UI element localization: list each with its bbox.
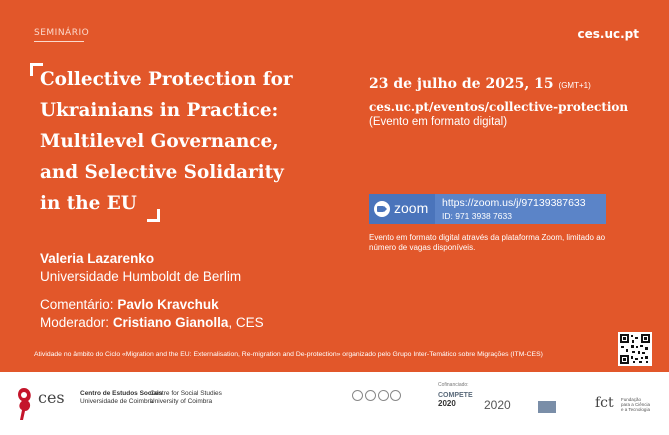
date-text: 23 de julho de 2025, 15 (369, 76, 554, 92)
zoom-link[interactable]: https://zoom.us/j/97139387633 (442, 197, 586, 209)
zoom-logo (369, 194, 435, 224)
cycle-footnote: Atividade no âmbito do Ciclo «Migration and the EU: Externalisation, Re-migration and De-protection» organizado pelo Grupo Inter-Temático sobre Migrações (ITM-CES) (34, 351, 543, 358)
fct-logo: fct (595, 395, 614, 411)
speaker-name: Valeria Lazarenko (40, 251, 155, 266)
compete-text: COMPETE (438, 392, 473, 399)
fct-name: Fundação para a Ciência e a Tecnologia (621, 397, 651, 412)
event-format-note: (Evento em formato digital) (369, 116, 508, 128)
category-label: SEMINÁRIO (34, 28, 90, 38)
org-en-line1: Centre for Social Studies (150, 390, 222, 397)
qr-code-icon[interactable] (618, 332, 652, 366)
roles-block (40, 296, 264, 332)
ces-logo-text: ces (38, 388, 65, 407)
category-underline (34, 41, 84, 42)
moderator-name: Cristiano Gianolla (112, 315, 229, 330)
event-title (40, 64, 340, 219)
org-en-line2: University of Coimbra (150, 398, 213, 405)
timezone: (GMT+1) (558, 81, 591, 90)
org-pt-line1: Centro de Estudos Sociais (80, 390, 163, 397)
footer-logos (0, 372, 669, 435)
zoom-info-text: Evento em formato digital através da plataforma Zoom, limitado ao número de vagas disponíveis. (369, 233, 606, 252)
title-line: Multilevel Governance, (40, 131, 279, 152)
video-camera-icon (374, 201, 390, 217)
cofinanced-label: Cofinanciado: (438, 382, 469, 388)
eu-flag-icon (538, 401, 556, 413)
title-line: Ukrainians in Practice: (40, 100, 279, 121)
compete-logo (438, 392, 473, 408)
title-line: Collective Protection for (40, 69, 293, 90)
qr-code-graphic (620, 334, 650, 364)
zoom-meeting-id: ID: 971 3938 7633 (442, 211, 512, 221)
commentator-line (40, 296, 264, 314)
org-pt-line2: Universidade de Coimbra (80, 398, 154, 405)
compete-year: 2020 (438, 399, 456, 408)
moderator-line (40, 314, 264, 332)
commentator-name: Pavlo Kravchuk (117, 297, 219, 312)
zoom-banner[interactable] (369, 194, 606, 224)
moderator-label: Moderador: (40, 315, 110, 330)
event-url-link[interactable]: ces.uc.pt/eventos/collective-protection (369, 100, 629, 114)
bracket-bottom-right-icon (147, 209, 160, 222)
portugal2020-logo: 2020 (484, 398, 511, 412)
title-line: in the EU (40, 193, 137, 214)
speaker-block (40, 250, 241, 286)
site-link[interactable]: ces.uc.pt (577, 27, 639, 41)
zoom-brand-text: zoom (394, 200, 429, 216)
moderator-org: , CES (228, 315, 264, 330)
speaker-affiliation: Universidade Humboldt de Berlim (40, 269, 242, 284)
event-date (369, 76, 591, 92)
commentator-label: Comentário: (40, 297, 114, 312)
title-line: and Selective Solidarity (40, 162, 284, 183)
coimbra-unesco-logos-icon (352, 390, 398, 414)
org-name-en (150, 390, 222, 406)
